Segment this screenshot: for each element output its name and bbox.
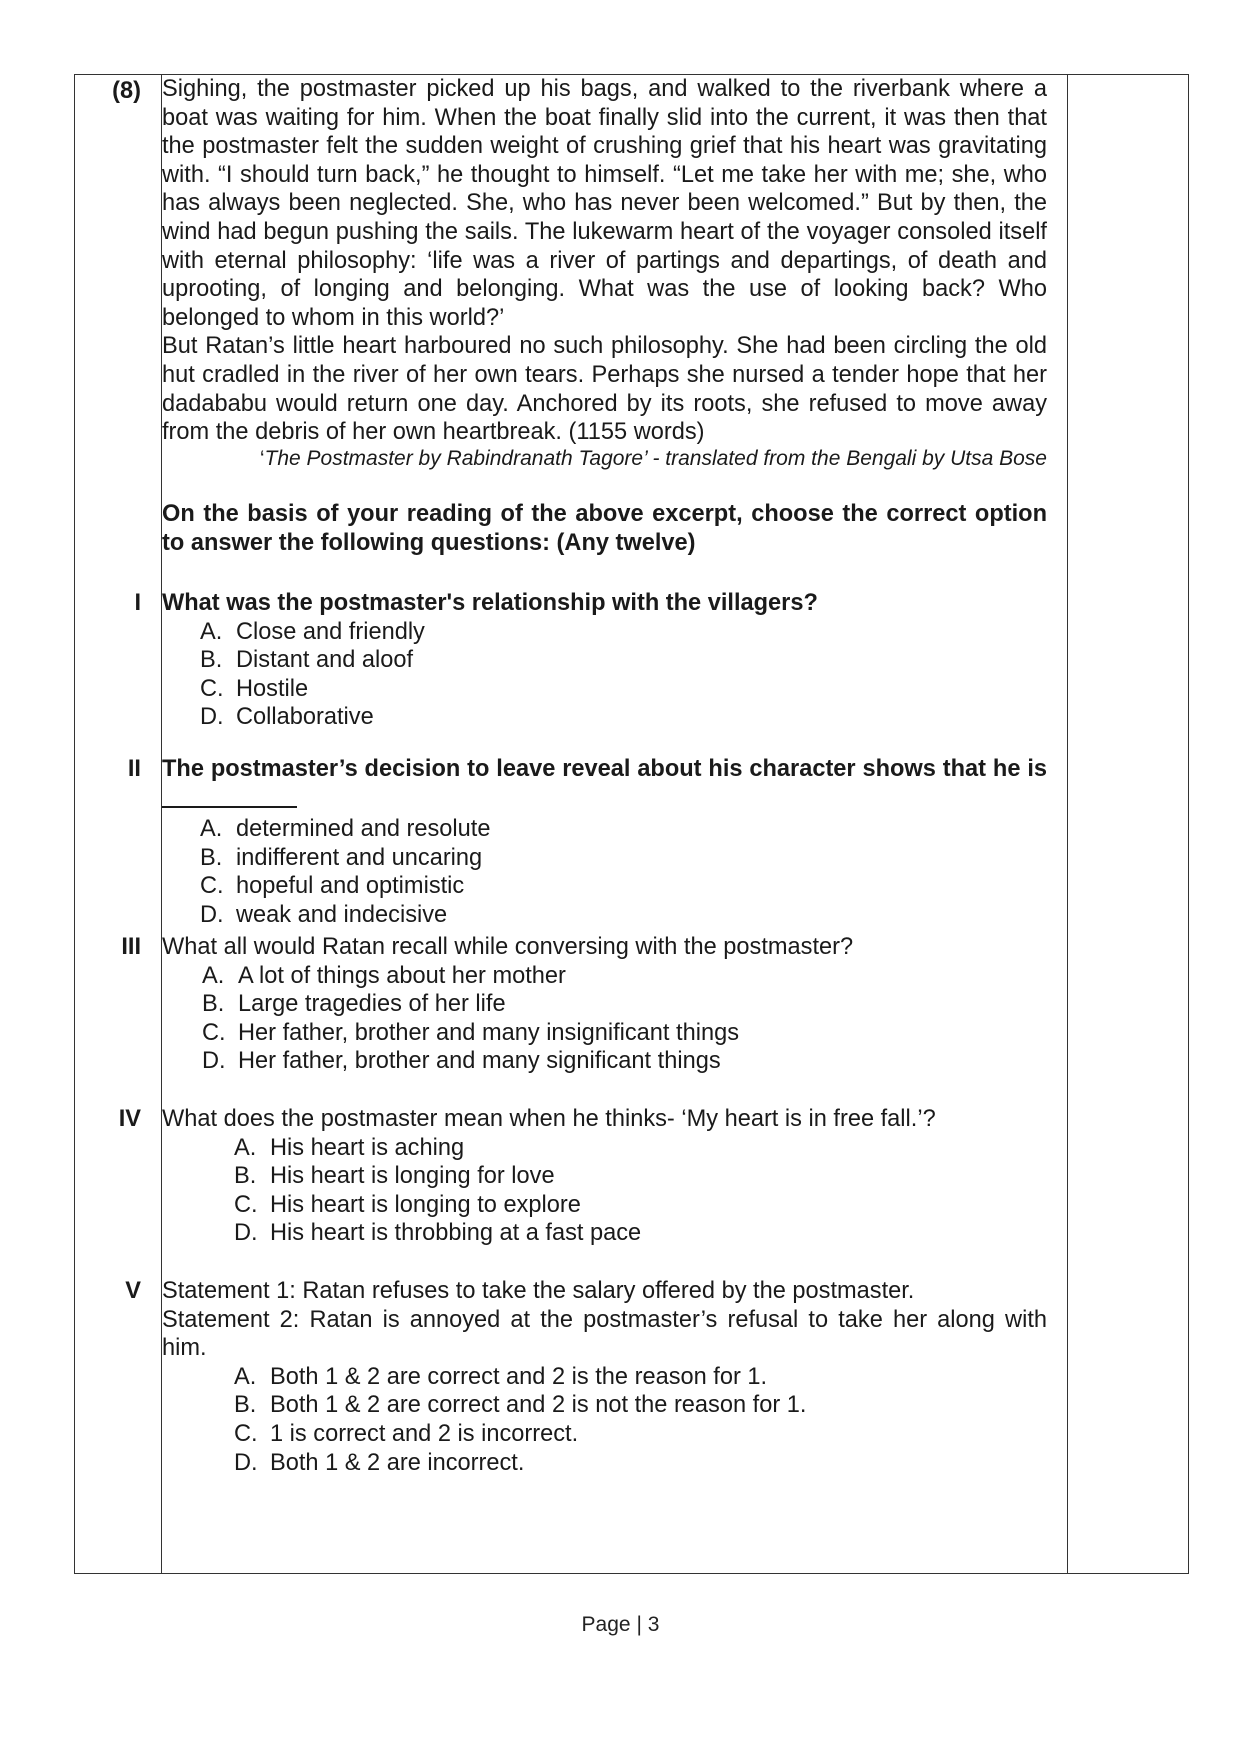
page-footer (0, 1613, 1241, 1637)
question-stem: What all would Ratan recall while conversing with the postmaster? (162, 934, 854, 960)
source-title: The Postmaster by Rabindranath Tagore’ (264, 447, 647, 470)
options-list (162, 1134, 1047, 1248)
instructions: On the basis of your reading of the above excerpt, choose the correct option to answer the following questions: (Any twelve) (162, 501, 1047, 556)
option: D. His heart is throbbing at a fast pace (234, 1220, 642, 1247)
passage (162, 75, 1047, 447)
question-i (162, 589, 1047, 732)
options-list (162, 962, 1047, 1076)
answer-blank (162, 784, 297, 808)
passage-paragraph: But Ratan’s little heart harboured no such philosophy. She had been circling the old hut cradled in the river of her own tears. Perhaps she nursed a tender hope that her dadababu would return one day. Anchored by its roots, she refused to move away from the debris of her own heartbreak. (1155 words) (162, 333, 1047, 446)
option: B. Large tragedies of her life (202, 991, 506, 1018)
number-column (75, 75, 151, 1573)
passage-paragraph: Sighing, the postmaster picked up his bags, and walked to the riverbank where a boat was waiting for him. When the boat finally slid into the current, it was then that the postmaster felt the sudden weight of crushing grief that his heart was gravitating with. “I should turn back,” he thought to himself. “Let me take her with me; she, who has always been neglected. She, who has never been welcomed.” But by then, the wind had begun pushing the sails. The lukewarm heart of the voyager consoled itself with eternal philosophy: ‘life was a river of partings and departings, of death and uprooting, of longing and belonging. What was the use of looking back? Who belonged to whom in this world?’ (162, 76, 1047, 331)
column-divider-right (1067, 75, 1068, 1573)
option: A. Both 1 & 2 are correct and 2 is the reason for 1. (234, 1363, 768, 1390)
question-stem: What does the postmaster mean when he thinks- ‘My heart is in free fall.’? (162, 1106, 936, 1132)
option: C. hopeful and optimistic (200, 873, 465, 900)
option: D. Both 1 & 2 are incorrect. (234, 1449, 525, 1476)
option: D. weak and indecisive (200, 901, 448, 928)
option: D. Her father, brother and many significant things (202, 1048, 721, 1075)
option: D. Collaborative (200, 704, 374, 731)
passage-source (162, 445, 1047, 473)
source-quote: ‘ (259, 447, 265, 470)
sub-question-number: V (125, 1278, 141, 1304)
statement-1: Statement 1: Ratan refuses to take the salary offered by the postmaster. (162, 1278, 915, 1304)
option: A. determined and resolute (200, 816, 491, 843)
sub-question-number: I (134, 590, 141, 616)
statement-2: Statement 2: Ratan is annoyed at the postmaster’s refusal to take her along with him. (162, 1306, 1047, 1362)
page-number: 3 (647, 1613, 660, 1636)
option: C. Hostile (200, 675, 309, 702)
options-list (162, 1363, 1047, 1477)
sub-question-number: III (121, 934, 141, 960)
question-v (162, 1277, 1047, 1477)
option: C. His heart is longing to explore (234, 1191, 581, 1218)
option: B. His heart is longing for love (234, 1163, 555, 1190)
option: A. Close and friendly (200, 618, 425, 645)
option: C. 1 is correct and 2 is incorrect. (234, 1420, 579, 1447)
question-table (74, 74, 1189, 1574)
option: B. indifferent and uncaring (200, 844, 483, 871)
page-label: Page (581, 1613, 631, 1636)
option: B. Distant and aloof (200, 647, 414, 674)
option: B. Both 1 & 2 are correct and 2 is not the reason for 1. (234, 1392, 807, 1419)
option: C. Her father, brother and many insignificant things (202, 1019, 739, 1046)
content-column (162, 75, 1047, 1573)
question-stem: The postmaster’s decision to leave reveal about his character shows that he is (162, 755, 1047, 815)
page-separator: | (636, 1613, 642, 1636)
source-translator: - translated from the Bengali by Utsa Bose (646, 447, 1047, 470)
question-iv (162, 1105, 1047, 1248)
question-iii (162, 933, 1047, 1076)
sub-question-number: II (127, 756, 141, 782)
option: A. A lot of things about her mother (202, 962, 566, 989)
options-list (162, 618, 1047, 732)
question-number: (8) (112, 78, 141, 104)
question-ii (162, 755, 1047, 930)
sub-question-number: IV (118, 1106, 141, 1132)
option: A. His heart is aching (234, 1134, 465, 1161)
question-stem: What was the postmaster's relationship with the villagers? (162, 590, 818, 616)
options-list (162, 815, 1047, 929)
